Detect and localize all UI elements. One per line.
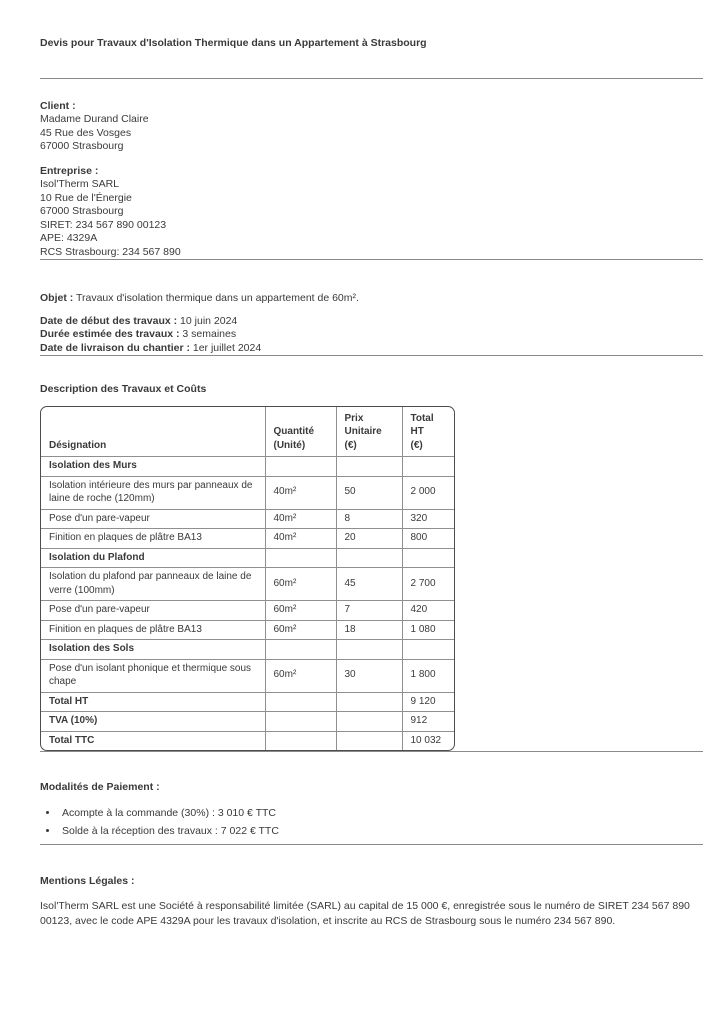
- date-start-value: 10 juin 2024: [180, 314, 238, 327]
- section-divider: [40, 259, 703, 260]
- client-section: [40, 100, 703, 154]
- cell-unit-price: [336, 640, 402, 660]
- cell-quantity: [265, 548, 336, 568]
- client-address-city: 67000 Strasbourg: [40, 140, 124, 152]
- table-row: [41, 659, 454, 692]
- date-start-label: Date de début des travaux :: [40, 314, 178, 327]
- column-header-total: [402, 407, 454, 457]
- cell-quantity: 40m²: [265, 529, 336, 549]
- column-header-total-line1: Total HT: [410, 412, 434, 437]
- payment-list: [40, 807, 703, 839]
- payment-item-balance: • Solde à la réception des travaux : 7 022 € TTC: [59, 825, 703, 839]
- date-duration-line: [40, 328, 703, 342]
- cell-unit-price: [336, 692, 402, 712]
- cell-unit-price: 30: [336, 659, 402, 692]
- cell-designation: TVA (10%): [41, 712, 265, 732]
- company-rcs: RCS Strasbourg: 234 567 890: [40, 245, 181, 258]
- table-row: [41, 509, 454, 529]
- cell-designation: Isolation du plafond par panneaux de laine de verre (100mm): [41, 568, 265, 601]
- section-divider: [40, 751, 703, 752]
- payment-section-title: Modalités de Paiement :: [40, 781, 160, 793]
- cell-unit-price: [336, 712, 402, 732]
- company-ape: APE: 4329A: [40, 232, 98, 244]
- table-header-row: [41, 407, 454, 457]
- cell-quantity: 60m²: [265, 601, 336, 621]
- cell-unit-price: 45: [336, 568, 402, 601]
- table-row: [41, 548, 454, 568]
- table-row: [41, 731, 454, 750]
- cell-total: 2 000: [402, 476, 454, 509]
- cell-designation: Finition en plaques de plâtre BA13: [41, 529, 265, 549]
- cell-total: [402, 640, 454, 660]
- table-row: [41, 640, 454, 660]
- cell-total: 1 800: [402, 659, 454, 692]
- section-divider: [40, 355, 703, 356]
- dates-section: [40, 315, 703, 356]
- cell-designation: Isolation des Sols: [41, 640, 265, 660]
- cell-quantity: [265, 640, 336, 660]
- cell-unit-price: 7: [336, 601, 402, 621]
- client-name: Madame Durand Claire: [40, 113, 149, 125]
- payment-item-deposit: • Acompte à la commande (30%) : 3 010 € TTC: [59, 807, 703, 821]
- table-row: [41, 529, 454, 549]
- cell-quantity: [265, 731, 336, 750]
- column-header-unit-price-line1: Prix Unitaire: [344, 412, 382, 437]
- legal-section-title: Mentions Légales :: [40, 874, 135, 887]
- column-header-quantity-line2: (Unité): [273, 439, 306, 451]
- cell-total: 1 080: [402, 620, 454, 640]
- cell-unit-price: 50: [336, 476, 402, 509]
- cell-designation: Total TTC: [41, 731, 265, 750]
- date-delivery-label: Date de livraison du chantier :: [40, 341, 190, 354]
- column-header-quantity-line1: Quantité: [273, 426, 315, 437]
- cell-quantity: [265, 692, 336, 712]
- cell-total: 320: [402, 509, 454, 529]
- table-row: [41, 692, 454, 712]
- cell-unit-price: 18: [336, 620, 402, 640]
- cell-total: 800: [402, 529, 454, 549]
- costs-table: [40, 406, 455, 752]
- cell-total: 420: [402, 601, 454, 621]
- cell-quantity: [265, 712, 336, 732]
- table-row: [41, 457, 454, 477]
- column-header-quantity: [265, 407, 336, 457]
- table-row: [41, 476, 454, 509]
- company-name: Isol'Therm SARL: [40, 178, 120, 190]
- page-title: Devis pour Travaux d'Isolation Thermique dans un Appartement à Strasbourg: [40, 37, 427, 49]
- section-divider: [40, 78, 703, 79]
- date-duration-label: Durée estimée des travaux :: [40, 328, 180, 340]
- cell-quantity: 60m²: [265, 568, 336, 601]
- cell-total: [402, 457, 454, 477]
- cell-designation: Pose d'un pare-vapeur: [41, 601, 265, 621]
- cell-total: 9 120: [402, 692, 454, 712]
- cell-total: 912: [402, 712, 454, 732]
- column-header-unit-price: [336, 407, 402, 457]
- company-label: Entreprise :: [40, 164, 99, 177]
- table-row: [41, 568, 454, 601]
- table-row: [41, 712, 454, 732]
- cell-designation: Total HT: [41, 692, 265, 712]
- cell-total: 2 700: [402, 568, 454, 601]
- date-duration-value: 3 semaines: [182, 328, 237, 340]
- cell-designation: Pose d'un isolant phonique et thermique sous chape: [41, 659, 265, 692]
- works-section-title: Description des Travaux et Coûts: [40, 383, 207, 395]
- cell-quantity: 60m²: [265, 620, 336, 640]
- cell-designation: Isolation des Murs: [41, 457, 265, 477]
- column-header-designation: Désignation: [49, 439, 107, 451]
- cell-unit-price: [336, 457, 402, 477]
- cell-unit-price: [336, 548, 402, 568]
- cell-quantity: 60m²: [265, 659, 336, 692]
- cell-unit-price: 8: [336, 509, 402, 529]
- company-siret: SIRET: 234 567 890 00123: [40, 218, 167, 231]
- company-section: [40, 165, 703, 260]
- cell-quantity: [265, 457, 336, 477]
- subject-text: Travaux d'isolation thermique dans un appartement de 60m².: [75, 292, 359, 304]
- subject-line: [40, 292, 703, 306]
- date-delivery-value: 1er juillet 2024: [192, 341, 262, 354]
- client-label: Client :: [40, 99, 76, 112]
- cell-quantity: 40m²: [265, 476, 336, 509]
- cell-unit-price: [336, 731, 402, 750]
- cell-designation: Finition en plaques de plâtre BA13: [41, 620, 265, 640]
- subject-label: Objet :: [40, 292, 74, 304]
- date-delivery-line: [40, 342, 703, 356]
- date-start-line: [40, 315, 703, 329]
- client-address-street: 45 Rue des Vosges: [40, 126, 132, 139]
- cell-designation: Isolation intérieure des murs par panneaux de laine de roche (120mm): [41, 476, 265, 509]
- table-row: [41, 601, 454, 621]
- column-header-total-line2: (€): [410, 439, 423, 451]
- legal-text: Isol'Therm SARL est une Société à responsabilité limitée (SARL) au capital de 15 000 €, enregistrée sous le numéro de SIRET 234 567 890 00123, avec le code APE 4329A pour les travaux d'isolation, et inscrite au RCS de Strasbourg sous le numéro 234 567 890.: [40, 900, 690, 927]
- cell-designation: Isolation du Plafond: [41, 548, 265, 568]
- section-divider: [40, 844, 703, 845]
- cell-unit-price: 20: [336, 529, 402, 549]
- cell-designation: Pose d'un pare-vapeur: [41, 509, 265, 529]
- column-header-unit-price-line2: (€): [344, 439, 357, 451]
- company-address-street: 10 Rue de l'Énergie: [40, 191, 132, 204]
- company-address-city: 67000 Strasbourg: [40, 205, 124, 217]
- cell-quantity: 40m²: [265, 509, 336, 529]
- cell-total: 10 032: [402, 731, 454, 750]
- table-row: [41, 620, 454, 640]
- cell-total: [402, 548, 454, 568]
